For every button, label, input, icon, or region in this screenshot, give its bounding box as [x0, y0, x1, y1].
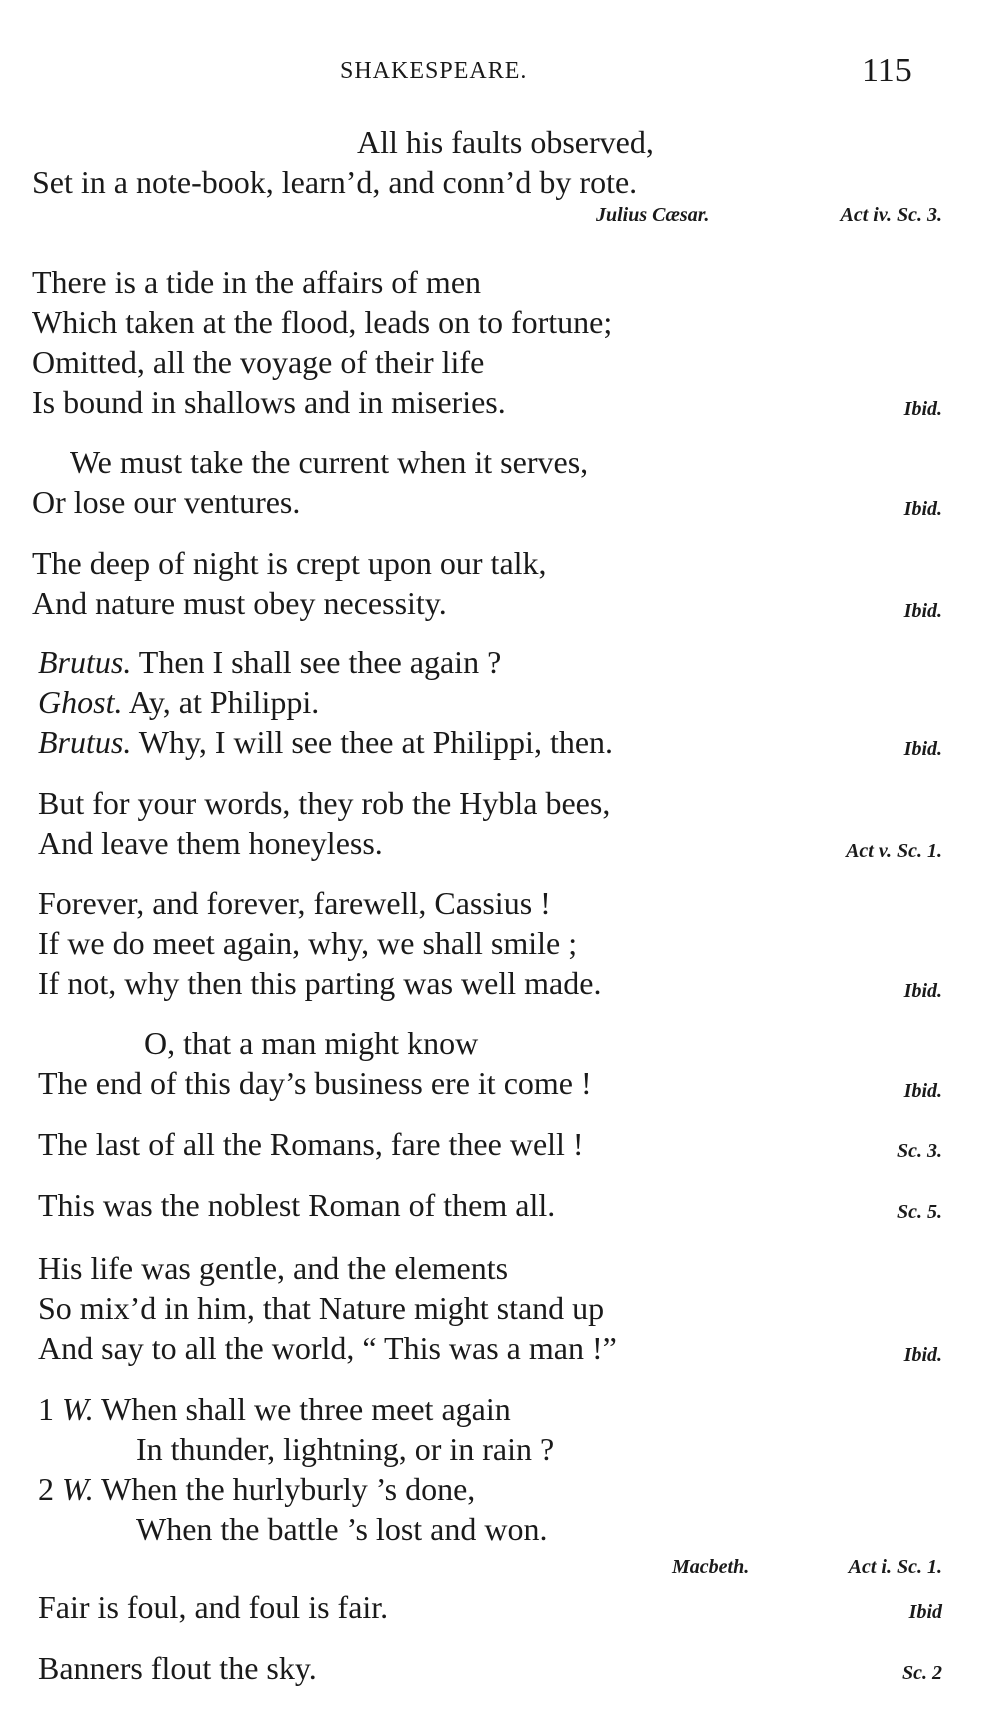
- speaker-name: Ghost.: [38, 684, 123, 720]
- quote-line: Fair is foul, and foul is fair.: [38, 1589, 389, 1625]
- dialogue-line: [38, 1471, 475, 1508]
- dialogue-continuation: In thunder, lightning, or in rain ?: [136, 1431, 555, 1467]
- quote-line: His life was gentle, and the elements: [38, 1250, 509, 1286]
- quote-source: Act v. Sc. 1.: [846, 840, 942, 862]
- quote-line: And say to all the world, “ This was a man !”: [38, 1330, 617, 1366]
- quote-source: Ibid.: [903, 1080, 942, 1102]
- running-header: SHAKESPEARE.: [340, 58, 528, 84]
- speaker-name: W.: [62, 1471, 94, 1507]
- dialogue-line: [38, 1391, 511, 1428]
- quote-line: There is a tide in the affairs of men: [32, 264, 482, 300]
- quote-line: This was the noblest Roman of them all.: [38, 1187, 556, 1223]
- dialogue-line: [38, 644, 501, 681]
- quote-line: Banners flout the sky.: [38, 1650, 317, 1686]
- quote-source: Ibid: [908, 1601, 942, 1623]
- quote-line: So mix’d in him, that Nature might stand up: [38, 1290, 605, 1326]
- speaker-name: Brutus.: [38, 724, 132, 760]
- quote-line: All his faults observed,: [357, 124, 654, 160]
- quote-line: But for your words, they rob the Hybla bees,: [38, 785, 611, 821]
- dialogue-text: Why, I will see thee at Philippi, then.: [138, 724, 614, 760]
- dialogue-text: Then I shall see thee again ?: [138, 644, 502, 680]
- dialogue-text: When the hurlyburly ’s done,: [101, 1471, 476, 1507]
- quote-source: Ibid.: [903, 980, 942, 1002]
- quote-source: Sc. 3.: [897, 1140, 942, 1162]
- quote-source: Sc. 2: [902, 1662, 942, 1684]
- quote-line: If not, why then this parting was well made.: [38, 965, 602, 1001]
- quote-source: Act i. Sc. 1.: [848, 1556, 942, 1578]
- quote-line: The last of all the Romans, fare thee well !: [38, 1126, 584, 1162]
- quote-line: Forever, and forever, farewell, Cassius !: [38, 885, 551, 921]
- dialogue-continuation: When the battle ’s lost and won.: [136, 1511, 548, 1547]
- quote-line: The end of this day’s business ere it come !: [38, 1065, 592, 1101]
- quote-line: Is bound in shallows and in miseries.: [32, 384, 506, 420]
- quote-source: Ibid.: [903, 1344, 942, 1366]
- quote-source: Sc. 5.: [897, 1201, 942, 1223]
- source-play: Macbeth.: [672, 1556, 750, 1578]
- dialogue-text: When shall we three meet again: [101, 1391, 511, 1427]
- quote-line: If we do meet again, why, we shall smile ;: [38, 925, 578, 961]
- source-play: Julius Cæsar.: [596, 204, 710, 226]
- quote-source: Ibid.: [903, 738, 942, 760]
- quote-line: O, that a man might know: [144, 1025, 479, 1061]
- quote-line: We must take the current when it serves,: [70, 444, 589, 480]
- quote-line: Omitted, all the voyage of their life: [32, 344, 485, 380]
- quote-line: Set in a note-book, learn’d, and conn’d by rote.: [32, 164, 638, 200]
- page-number: 115: [862, 52, 912, 89]
- speaker-number: 2: [38, 1471, 54, 1507]
- speaker-name: W.: [62, 1391, 94, 1427]
- quote-source: Ibid.: [903, 600, 942, 622]
- quote-line: The deep of night is crept upon our talk,: [32, 545, 547, 581]
- quote-source: Act iv. Sc. 3.: [840, 204, 942, 226]
- speaker-number: 1: [38, 1391, 54, 1427]
- dialogue-line: [38, 684, 319, 721]
- dialogue-text: Ay, at Philippi.: [128, 684, 320, 720]
- quote-line: Which taken at the flood, leads on to fortune;: [32, 304, 613, 340]
- quote-source: Ibid.: [903, 398, 942, 420]
- quote-line: Or lose our ventures.: [32, 484, 301, 520]
- quote-line: And nature must obey necessity.: [32, 585, 447, 621]
- dialogue-line: [38, 724, 613, 761]
- speaker-name: Brutus.: [38, 644, 132, 680]
- quote-source: Ibid.: [903, 498, 942, 520]
- quote-line: And leave them honeyless.: [38, 825, 383, 861]
